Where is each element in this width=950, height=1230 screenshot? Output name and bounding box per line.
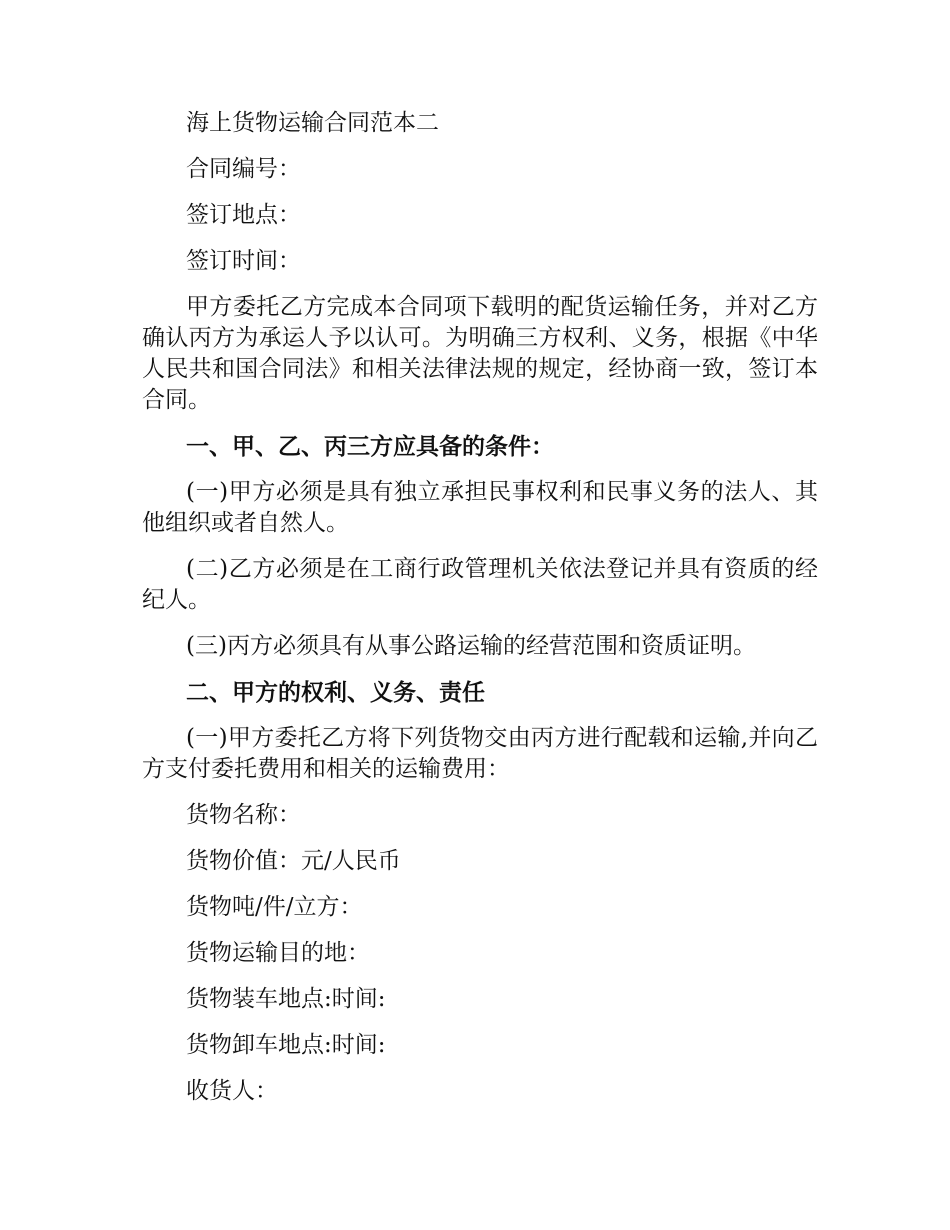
section2-heading: 二、甲方的权利、义务、责任 (186, 679, 485, 706)
field-goods-name: 货物名称： (186, 802, 301, 828)
section1-item-2: (二)乙方必须是在工商行政管理机关依法登记并具有资质的经纪人。 (142, 556, 818, 613)
field-signing-place: 签订地点： (186, 202, 301, 228)
field-destination: 货物运输目的地： (186, 940, 370, 966)
section1-item-1: (一)甲方必须是具有独立承担民事权利和民事义务的法人、其他组织或者自然人。 (142, 479, 818, 536)
field-contract-number: 合同编号： (186, 156, 301, 182)
document-title: 海上货物运输合同范本二 (186, 110, 439, 136)
field-unloading-place-time: 货物卸车地点:时间: (186, 1032, 386, 1058)
field-signing-time: 签订时间： (186, 248, 301, 274)
section1-item-3: (三)丙方必须具有从事公路运输的经营范围和资质证明。 (186, 633, 756, 659)
field-loading-place-time: 货物装车地点:时间: (186, 986, 386, 1012)
section2-item-1: (一)甲方委托乙方将下列货物交由丙方进行配载和运输,并向乙方支付委托费用和相关的运输费用： (142, 725, 818, 782)
intro-paragraph: 甲方委托乙方完成本合同项下载明的配货运输任务，并对乙方确认丙方为承运人予以认可。为明确三方权利、义务，根据《中华人民共和国合同法》和相关法律法规的规定，经协商一致，签订本合同。 (142, 294, 818, 413)
field-goods-value: 货物价值：元/人民币 (186, 848, 401, 874)
field-goods-quantity: 货物吨/件/立方： (186, 894, 363, 920)
field-consignee: 收货人： (186, 1078, 278, 1104)
document-body (142, 108, 818, 1122)
section1-heading: 一、甲、乙、丙三方应具备的条件： (186, 433, 554, 460)
